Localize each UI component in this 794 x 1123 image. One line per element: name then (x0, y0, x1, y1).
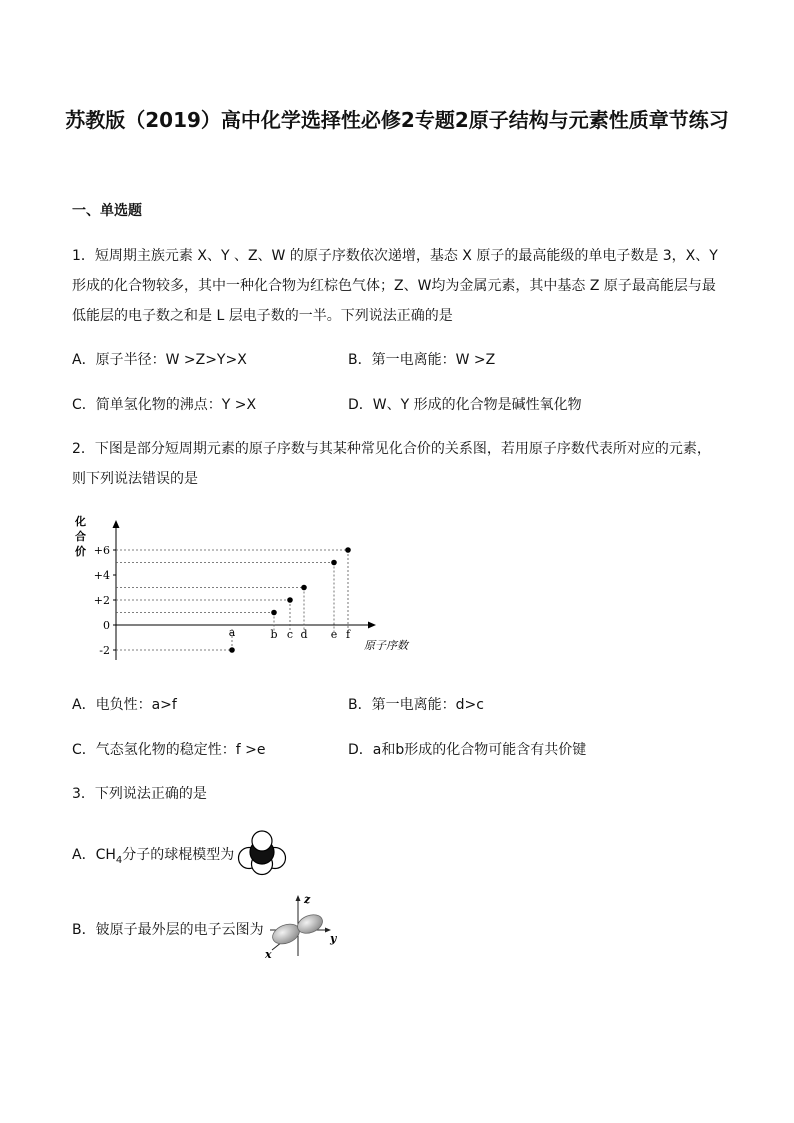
y-tick-label: -2 (99, 644, 110, 657)
q2-option-d: D．a和b形成的化合物可能含有共价键 (348, 742, 587, 758)
q1-option-a: A．原子半径：W >Z>Y>X (72, 352, 247, 368)
y-tick-label: +2 (93, 594, 110, 607)
q3-option-a (72, 845, 234, 871)
section-heading: 一、单选题 (72, 203, 142, 219)
q1-option-d: D．W、Y 形成的化合物是碱性氧化物 (348, 397, 582, 413)
y-tick-label: 0 (103, 619, 110, 632)
data-point-d (301, 585, 307, 591)
y-axis-label-char: 化 (75, 515, 86, 528)
q3-option-a-prefix: A．CH (72, 847, 116, 863)
q2-option-c: C．气态氢化物的稳定性：f >e (72, 742, 266, 758)
point-label-b: b (270, 628, 278, 641)
page-title: 苏教版（2019）高中化学选择性必修2专题2原子结构与元素性质章节练习 (65, 108, 729, 132)
z-axis-label: z (304, 893, 311, 906)
y-tick-label: +4 (93, 569, 110, 582)
data-point-a (229, 647, 235, 653)
data-point-f (345, 547, 351, 553)
q2-option-a: A．电负性：a>f (72, 697, 177, 713)
point-label-e: e (330, 628, 338, 641)
q3-option-a-suffix: 分子的球棍模型为 (122, 847, 235, 863)
data-point-b (271, 610, 277, 616)
q1-option-c: C．简单氢化物的沸点：Y >X (72, 397, 257, 413)
question-1-stem: 1．短周期主族元素 X、Y 、Z、W 的原子序数依次递增，基态 X 原子的最高能级的单电子数是 3，X、Y 形成的化合物较多，其中一种化合物为红棕色气体；Z、W均为金属元素，其中基态 Z 原子最高能层与最低能层的电子数之和是 L 层电子数的一半。下列说法正确的是 (72, 248, 718, 324)
data-point-e (331, 560, 337, 566)
data-point-c (287, 597, 293, 603)
valence-chart (72, 508, 432, 668)
ch4-space-filling-model (236, 830, 288, 876)
point-label-a: a (228, 626, 236, 639)
y-tick-label: +6 (93, 544, 110, 557)
q3-option-b: B．铍原子最外层的电子云图为 (72, 922, 264, 938)
y-axis-arrow (113, 520, 120, 528)
y-axis-label-char: 合 (75, 530, 86, 543)
x-axis-label: x (265, 948, 272, 960)
q2-option-b: B．第一电离能：d>c (348, 697, 484, 713)
x-axis-label: 原子序数 (364, 639, 408, 652)
p-orbital-diagram (260, 892, 340, 960)
q3-option-a-subscript: 4 (115, 854, 123, 866)
y-axis-label-char: 价 (75, 545, 86, 558)
point-label-f: f (345, 628, 351, 641)
x-axis-arrow (368, 622, 376, 629)
question-3-stem: 3．下列说法正确的是 (72, 786, 207, 802)
q1-option-b: B．第一电离能：W >Z (348, 352, 496, 368)
y-axis-label: y (330, 932, 337, 945)
point-label-c: c (286, 628, 294, 641)
question-2-stem: 2．下图是部分短周期元素的原子序数与其某种常见化合价的关系图，若用原子序数代表所对应的元素，则下列说法错误的是 (72, 441, 711, 487)
point-label-d: d (300, 628, 308, 641)
